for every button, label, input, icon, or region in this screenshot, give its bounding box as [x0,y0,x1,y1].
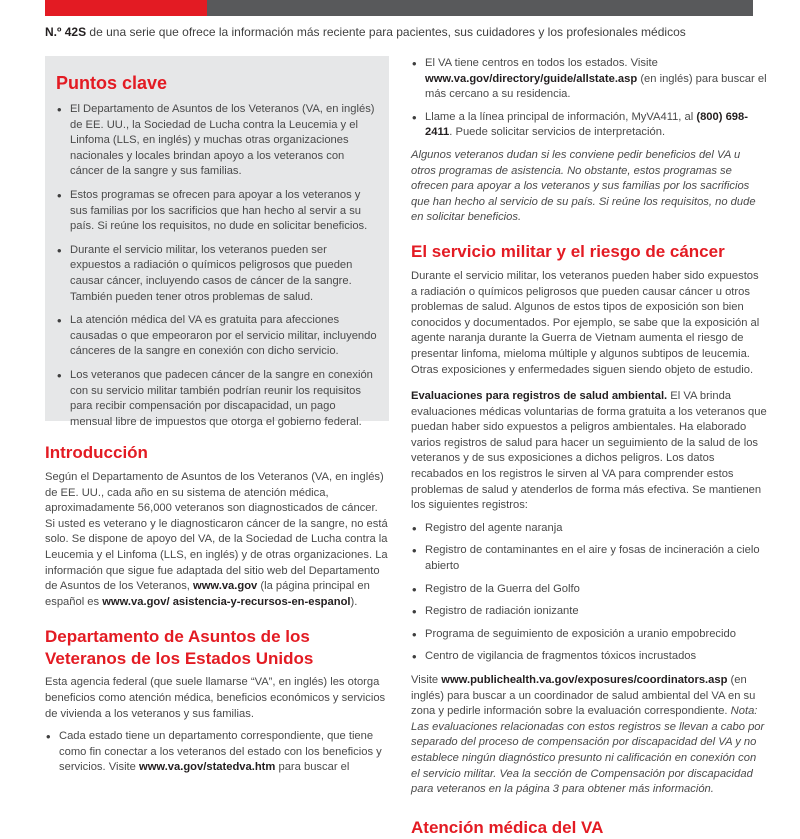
intro-mid: (la página principal en español es [45,580,370,608]
phone-number[interactable]: (800) 698-2411 [425,110,748,139]
registry-item: • Registro de la Guerra del Golfo [411,582,767,598]
key-point: • La atención médica del VA es gratuita para afecciones causadas o que empeoraron por el servicio militar, incluyendo cánceres de la sangre en conexión con dicho servicio. [56,313,377,360]
military-heading: El servicio militar y el riesgo de cáncer [411,241,725,261]
centers-text-end: (en inglés) para buscar el más cercano a su residencia. [425,72,767,101]
header-red-band [45,0,207,16]
key-point: • Estos programas se ofrecen para apoyar a los veteranos y sus familias por los sacrificios que han hecho al servir a su país. Si reúne los requisitos, no dude en solicitar beneficios. [56,188,377,235]
intro-text: Según el Departamento de Asuntos de los Veteranos (VA, en inglés) de EE. UU., cada año en su sistema de atención médica, aproximadamente 56,000 veteranos son diagnosticados de cáncer. Si usted es veterano y le diagnosticaron cáncer de la sangre, no está solo. Se dispone de apoyo del VA, de la Sociedad de Lucha contra la Leucemia y el Linfoma (LLS, en inglés) y de otras organizaciones. La información que sigue fue adaptada del sitio web del Departamento de Asuntos de los Veteranos, [45,471,388,593]
dept-bullet-text: Cada estado tiene un departamento correspondiente, que tiene como fin conectar a los veteranos del estado con los beneficios y servicios. Visite [59,730,382,774]
centers-text: El VA tiene centros en todos los estados. Visite [425,57,658,69]
registries-list [411,521,767,665]
contact-list [411,56,767,141]
registry-item: • Registro de contaminantes en el aire y fosas de incineración a cielo abierto [411,543,767,574]
statedva-link[interactable]: www.va.gov/statedva.htm [139,761,276,774]
key-point: • Durante el servicio militar, los veteranos pueden ser expuestos a radiación o químicos peligrosos que pueden causar cáncer, incluyendo casos de cáncer de la sangre. También pueden tener otros problemas de salud. [56,243,377,305]
phone-text: Llame a la línea principal de información, MyVA411, al [425,110,697,123]
right-column [411,56,767,839]
va-spanish-link[interactable]: www.va.gov/ asistencia-y-recursos-en-espanol [102,595,351,608]
dept-bullet-end: para buscar el [275,761,350,774]
series-tagline [45,24,765,40]
intro-paragraph [45,470,389,610]
tagline-text: de una serie que ofrece la información más reciente para pacientes, sus cuidadores y los profesionales médicos [86,25,686,39]
series-number: N.º 42S [45,25,87,39]
intro-end: ). [350,595,358,608]
header-gray-band [207,0,753,16]
key-points-title: Puntos clave [56,73,168,93]
phone-text-end: . Puede solicitar servicios de interpretación. [449,126,666,139]
registries-lead: Evaluaciones para registros de salud ambiental. [411,390,668,403]
dept-list [45,729,389,776]
coordinator-text: Visite [411,674,442,686]
dept-bullet [45,729,389,776]
key-point: • El Departamento de Asuntos de los Veteranos (VA, en inglés) de EE. UU., la Sociedad de Lucha contra la Leucemia y el Linfoma (LLS, en inglés) y muchas otras organizaciones nacionales y locales brindan apoyo a los veteranos con cáncer de la sangre y sus familias. [56,102,377,180]
registry-item: • Centro de vigilancia de fragmentos tóxicos incrustados [411,649,767,665]
registry-item: • Programa de seguimiento de exposición a uranio empobrecido [411,627,767,643]
intro-heading: Introducción [45,443,148,462]
registry-item: • Registro del agente naranja [411,521,767,537]
va-care-heading: Atención médica del VA [411,817,604,837]
coordinator-note: Nota: Las evaluaciones relacionadas con estos registros se llevan a cabo por separado del proceso de compensación por discapacidad del VA y no establece ningún diagnóstico presunto ni calificación en conexión con el servicio militar. Vea la sección de Compensación por discapacidad para veteranos en la página 3 para obtener más información. [411,705,765,796]
contact-bullet [411,56,767,103]
registries-text: El VA brinda evaluaciones médicas voluntarias de forma gratuita a los veteranos que puedan haber sido expuestos a peligros ambientales. Ha elaborado varios registros de salud para hacer un seguimiento de la salud de los veteranos y de sus exposiciones a dichos peligros. Los datos recabados en los registros le sirven al VA para comprender estos problemas de salud y atenderlos de forma más efectiva. Se mantienen los siguientes registros: [411,390,767,512]
coordinators-link[interactable]: www.publichealth.va.gov/exposures/coordinators.asp [441,674,728,686]
contact-bullet [411,110,767,141]
va-link[interactable]: www.va.gov [193,580,258,593]
dept-paragraph: Esta agencia federal (que suele llamarse “VA”, en inglés) les otorga beneficios como atención médica, beneficios económicos y servicios de vivienda a los veteranos y sus familias. [45,676,386,720]
key-points-list [56,102,377,430]
key-points-box [45,56,389,428]
key-point: • Los veteranos que padecen cáncer de la sangre en conexión con su servicio militar también podrían reunir los requisitos para recibir compensación por discapacidad, un pago mensual libre de impuestos que otorga el gobierno federal. [56,368,377,430]
allstate-link[interactable]: www.va.gov/directory/guide/allstate.asp [425,72,638,85]
left-column [45,56,389,776]
registries-paragraph [411,389,767,514]
dept-heading: Departamento de Asuntos de los Veteranos de los Estados Unidos [45,627,314,669]
coordinator-text-end: (en inglés) para buscar a un coordinador de salud ambiental del VA en su zona y pedirle información sobre la evaluación correspondiente. [411,674,756,718]
benefits-note: Algunos veteranos dudan si les conviene pedir beneficios del VA u otros programas de asistencia. No obstante, estos programas se ofrecen para apoyar a los veteranos y sus familias por los sacrificios que han hecho al servicio de su país. Si reúne los requisitos, no dude en solicitar beneficios. [411,148,756,224]
registry-item: • Registro de radiación ionizante [411,604,767,620]
military-paragraph: Durante el servicio militar, los veteranos pueden haber sido expuestos a radiación o químicos peligrosos que pueden causar cáncer u otros problemas de salud. Algunos de estos tipos de exposición son bien conocidos y documentados. Por ejemplo, se sabe que la exposición al agente naranja durante la Guerra de Vietnam aumenta el riesgo de presentar linfoma, mieloma múltiple y algunos subtipos de leucemia. Otras exposiciones y enfermedades siguen siendo objeto de estudio. [411,269,760,376]
coordinator-paragraph [411,673,767,798]
